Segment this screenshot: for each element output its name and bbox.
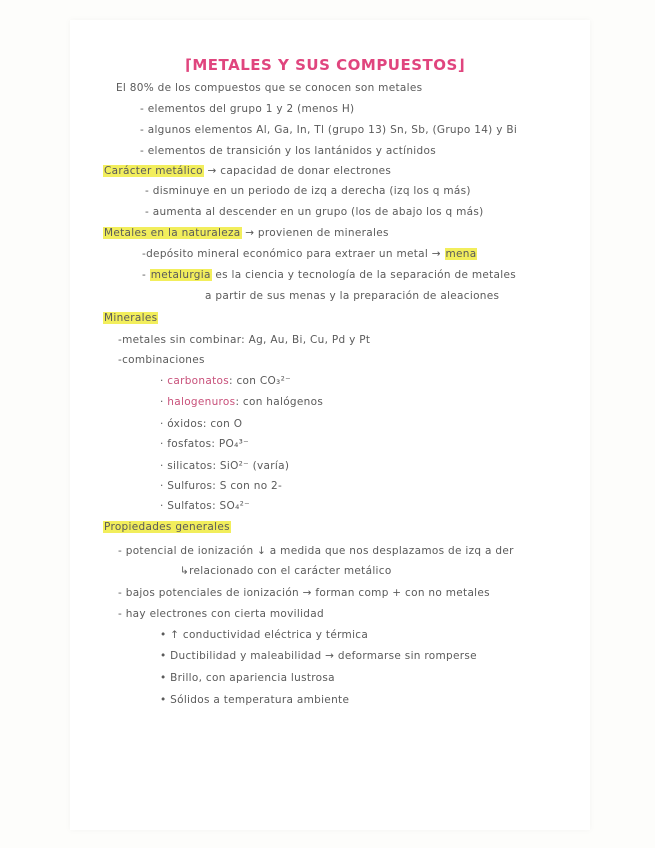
minerales-item: -metales sin combinar: Ag, Au, Bi, Cu, Pd y Pt	[118, 334, 371, 346]
naturaleza-item: - metalurgia es la ciencia y tecnología de la separación de metales	[142, 269, 517, 281]
combinacion-desc: : con CO₃²⁻	[229, 375, 291, 387]
caracter-heading: Carácter metálico	[104, 165, 203, 177]
minerales-item: -combinaciones	[118, 354, 205, 366]
combinacion-item: · Sulfuros: S con no 2-	[160, 480, 283, 492]
propiedades-bullet: • Ductibilidad y maleabilidad → deformarse sin romperse	[160, 650, 477, 662]
notebook-page	[70, 20, 590, 830]
naturaleza-definition: → provienen de minerales	[245, 227, 389, 239]
combinacion-name: Sulfuros	[167, 480, 213, 492]
propiedades-subnote: ↳relacionado con el carácter metálico	[180, 565, 392, 577]
minerales-line	[103, 311, 158, 325]
naturaleza-item-text: -depósito mineral económico para extraer un metal →	[142, 248, 441, 260]
combinacion-name: fosfatos	[167, 438, 212, 450]
combinacion-item: · carbonatos: con CO₃²⁻	[160, 375, 291, 387]
combinacion-desc: : con halógenos	[235, 396, 324, 408]
caracter-definition: → capacidad de donar electrones	[207, 165, 392, 177]
page-title: ⌈METALES Y SUS COMPUESTOS⌋	[185, 56, 466, 74]
naturaleza-item	[142, 247, 477, 261]
intro-item: - elementos de transición y los lantánidos y actínidos	[140, 145, 436, 157]
propiedades-bullet: • Sólidos a temperatura ambiente	[160, 694, 350, 706]
combinacion-desc: : SiO²⁻ (varía)	[212, 460, 290, 472]
combinacion-desc: : con O	[202, 418, 243, 430]
propiedades-item: - hay electrones con cierta movilidad	[118, 608, 324, 620]
caracter-item: - aumenta al descender en un grupo (los de abajo los q más)	[145, 206, 484, 218]
naturaleza-continuation: a partir de sus menas y la preparación de aleaciones	[205, 290, 500, 302]
combinacion-item: · Sulfatos: SO₄²⁻	[160, 500, 250, 512]
combinacion-item: · halogenuros: con halógenos	[160, 396, 324, 408]
combinacion-name: óxidos	[167, 418, 203, 430]
caracter-line	[103, 164, 391, 178]
naturaleza-item-text: es la ciencia y tecnología de la separación de metales	[215, 269, 517, 281]
combinacion-item: · óxidos: con O	[160, 418, 243, 430]
combinacion-item: · fosfatos: PO₄³⁻	[160, 438, 249, 450]
intro-item: - algunos elementos Al, Ga, In, Tl (grupo 13) Sn, Sb, (Grupo 14) y Bi	[140, 124, 518, 136]
propiedades-item: - bajos potenciales de ionización → forman comp + con no metales	[118, 587, 490, 599]
combinacion-name: carbonatos	[167, 375, 229, 387]
intro-item: - elementos del grupo 1 y 2 (menos H)	[140, 103, 355, 115]
propiedades-heading: Propiedades generales	[104, 521, 230, 533]
propiedades-item: - potencial de ionización ↓ a medida que nos desplazamos de izq a der	[118, 545, 514, 557]
caracter-item: - disminuye en un periodo de izq a derecha (izq los q más)	[145, 185, 471, 197]
combinacion-name: Sulfatos	[167, 500, 213, 512]
minerales-heading: Minerales	[104, 312, 158, 324]
combinacion-item: · silicatos: SiO²⁻ (varía)	[160, 460, 290, 472]
mena-highlight: mena	[445, 248, 477, 260]
metalurgia-highlight: metalurgia	[150, 269, 211, 281]
combinacion-name: silicatos	[167, 460, 213, 472]
combinacion-desc: : PO₄³⁻	[211, 438, 249, 450]
propiedades-line	[103, 520, 231, 534]
propiedades-bullet: • Brillo, con apariencia lustrosa	[160, 672, 335, 684]
combinacion-name: halogenuros	[167, 396, 236, 408]
intro-line: El 80% de los compuestos que se conocen son metales	[116, 82, 423, 94]
propiedades-bullet: • ↑ conductividad eléctrica y térmica	[160, 629, 369, 641]
naturaleza-heading: Metales en la naturaleza	[104, 227, 241, 239]
combinacion-desc: : S con no 2-	[212, 480, 283, 492]
combinacion-desc: : SO₄²⁻	[212, 500, 250, 512]
naturaleza-line	[103, 226, 389, 240]
